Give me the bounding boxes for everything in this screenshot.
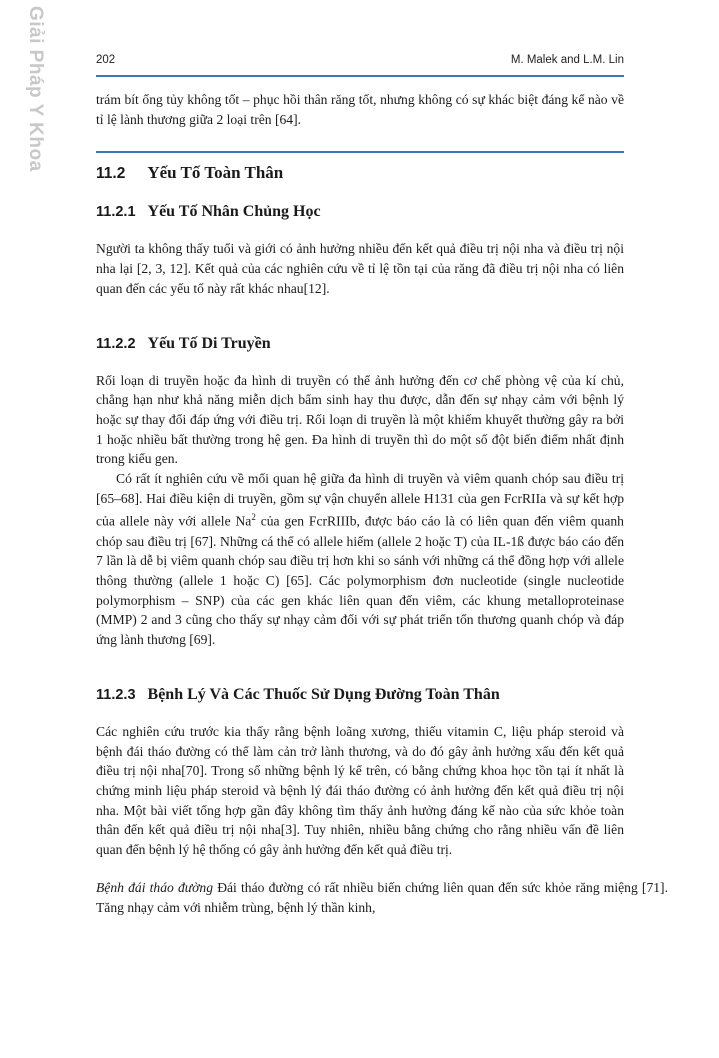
subsection-number: 11.2.1: [96, 204, 136, 221]
subsection-number: 11.2.3: [96, 686, 136, 703]
subsection-number: 11.2.2: [96, 335, 136, 352]
running-header: [96, 54, 624, 66]
page-body: [96, 90, 668, 917]
paragraph-text: Có rất ít nghiên cứu về mối quan hệ giữa đa hình di truyền và viêm quanh chóp sau điều trị [65–68]. Hai điều kiện di truyền, gồm sự vận chuyển allele H131 của gen FcrRIIa và sự kết hợp của allele này với allele Na: [96, 471, 624, 529]
page-number: 202: [96, 54, 116, 66]
section-rule: [96, 151, 624, 153]
diabetes-label: Bệnh đái tháo đường: [96, 879, 214, 895]
superscript: 2: [251, 512, 256, 523]
section-heading-11-2: [96, 163, 624, 183]
subsection-title: Yếu Tố Di Truyền: [147, 334, 271, 352]
paragraph-genetics-2: [96, 469, 624, 650]
subsection-heading-11-2-3: [96, 686, 624, 704]
intro-paragraph: trám bít ống tủy không tốt – phục hồi thân răng tốt, nhưng không có sự khác biệt đáng kể nào về tỉ lệ lành thương giữa 2 loại trên [64].: [96, 92, 624, 127]
section-number: 11.2: [96, 165, 126, 183]
header-authors: M. Malek and L.M. Lin: [510, 54, 624, 66]
paragraph-text: của gen FcrRIIIb, được báo cáo là có liên quan đến viêm quanh chóp sau điều trị [67]. Những cá thể có allele hiếm (allele 2 hoặc T) của IL-1ß được báo cáo đến 7 lần là dễ bị viêm quanh chóp sau điều trị hơn khi so sánh với những cá thể đồng hợp với allele thông thường (allele 1 hoặc C) [65]. Các polymorphism đơn nucleotide (single nucleotide polymorphism – SNP) của các gen khác liên quan đến viêm, các khung metalloproteinase (MMP) 2 and 3 cũng cho thấy sự nhạy cảm đối với sự phát triển tổn thương quanh chóp và đáp ứng lành thương [69].: [96, 513, 624, 648]
section-title: Yếu Tố Toàn Thân: [147, 163, 284, 183]
paragraph-demographics: Người ta không thấy tuổi và giới có ảnh hưởng nhiều đến kết quả điều trị nội nha và điều trị nội nha lại [2, 3, 12]. Kết quả của các nghiên cứu về tỉ lệ tồn tại của răng đã điều trị nội nha có liên quan đến các yếu tố này rất khác nhau[12].: [96, 241, 624, 296]
header-rule: [96, 75, 624, 77]
subsection-heading-11-2-2: [96, 335, 624, 353]
paragraph-diabetes: [96, 878, 668, 917]
subsection-heading-11-2-1: [96, 203, 624, 221]
paragraph-genetics-1: Rối loạn di truyền hoặc đa hình di truyền có thể ảnh hưởng đến cơ chế phòng vệ của kí chủ, chẳng hạn như khả năng miễn dịch bẩm sinh hay thu được, dẫn đến sự nhạy cảm với bệnh lý hoặc sự thay đổi đáp ứng với điều trị. Rối loạn di truyền là một khiếm khuyết thường gây ra bởi 1 hoặc nhiều bất thường trong hệ gen. Đa hình di truyền thì do một số đột biến điểm nhất định trong kiểu gen.: [96, 372, 624, 467]
watermark: Giải Pháp Y Khoa: [25, 6, 46, 172]
paragraph-text: Đái tháo đường có rất nhiều biến chứng liên quan đến sức khỏe răng miệng [71]. Tăng nhạy cảm với nhiễm trùng, bệnh lý thần kinh,: [96, 879, 668, 915]
paragraph-systemic: Các nghiên cứu trước kia thấy rằng bệnh loãng xương, thiếu vitamin C, liệu pháp steroid và bệnh đái tháo đường có thể làm cản trở lành thương, và do đó gây ảnh hưởng xấu đến kết quả điều trị nội nha[70]. Trong số những bệnh lý kể trên, có bằng chứng khoa học tồn tại ít nhất là chứng minh liệu pháp steroid và bệnh lý đái tháo đường có ảnh hưởng đến kết quả điều trị nội nha. Một bài viết tổng hợp gần đây không tìm thấy ảnh hưởng đáng kể nào của sức khỏe toàn thân đến kết quả điều trị nội nha[3]. Tuy nhiên, nhiều bằng chứng cho rằng nhiều vấn đề liên quan đến bệnh lý hệ thống có gây ảnh hưởng đến kết quả điều trị.: [96, 723, 624, 858]
subsection-title: Yếu Tố Nhân Chủng Học: [147, 203, 321, 221]
subsection-title: Bệnh Lý Và Các Thuốc Sử Dụng Đường Toàn Thân: [147, 685, 500, 703]
